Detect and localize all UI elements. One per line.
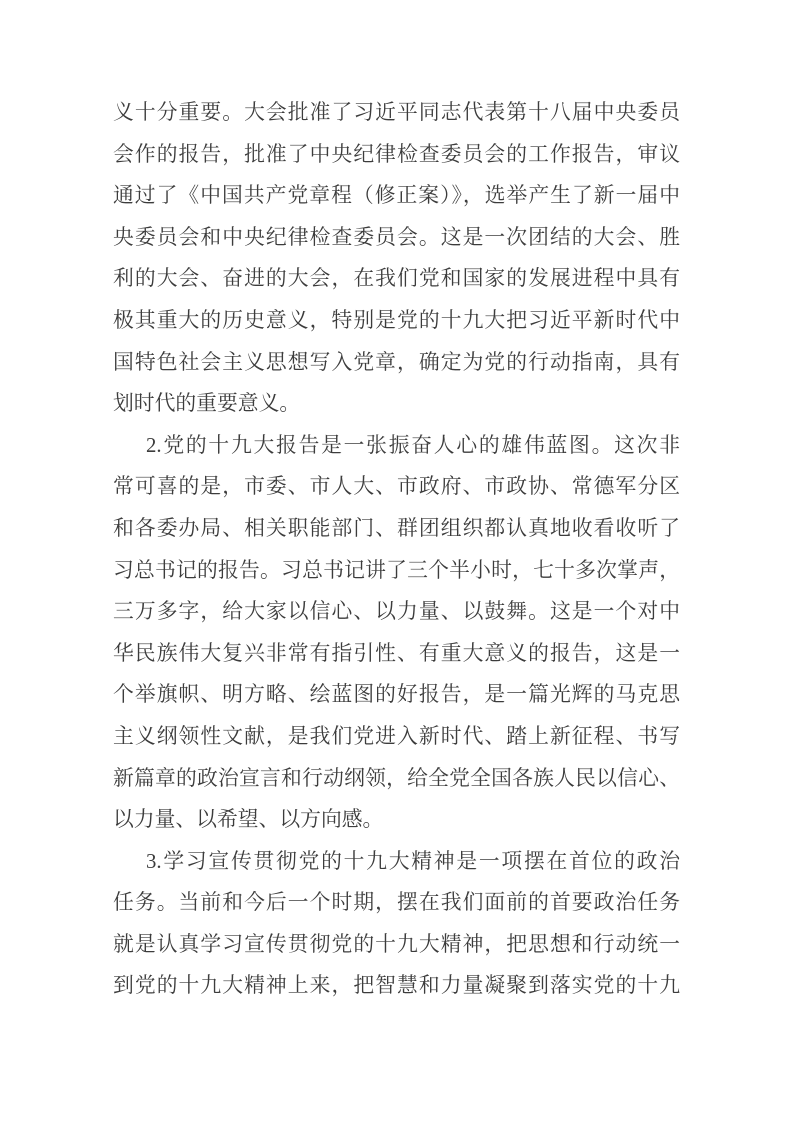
text-line: 三万多字，给大家以信心、以力量、以鼓舞。这是一个对中 (113, 600, 680, 624)
text-line: 习总书记的报告。习总书记讲了三个半小时，七十多次掌声， (113, 558, 680, 582)
text-line: 华民族伟大复兴非常有指引性、有重大意义的报告，这是一 (113, 641, 680, 665)
text-line: 和各委办局、相关职能部门、群团组织都认真地收看收听了 (113, 516, 680, 540)
text-line: 央委员会和中央纪律检查委员会。这是一次团结的大会、胜 (113, 225, 680, 249)
text-line: 常可喜的是，市委、市人大、市政府、市政协、常德军分区 (113, 475, 680, 499)
text-line: 通过了《中国共产党章程（修正案）》，选举产生了新一届中 (113, 184, 680, 208)
text-line: 义十分重要。大会批准了习近平同志代表第十八届中央委员 (113, 101, 680, 124)
text-line: 到党的十九大精神上来，把智慧和力量凝聚到落实党的十九 (113, 974, 680, 998)
text-line: 就是认真学习宣传贯彻党的十九大精神，把思想和行动统一 (113, 932, 680, 956)
text-line-paragraph-start: 2.党的十九大报告是一张振奋人心的雄伟蓝图。这次非 (146, 433, 680, 457)
text-line: 个举旗帜、明方略、绘蓝图的好报告，是一篇光辉的马克思 (113, 683, 680, 707)
text-line-paragraph-end: 以力量、以希望、以方向感。 (113, 808, 384, 832)
text-line-paragraph-end: 划时代的重要意义。 (113, 392, 301, 416)
text-block (113, 92, 680, 1007)
text-line: 任务。当前和今后一个时期，摆在我们面前的首要政治任务 (113, 891, 680, 915)
text-line-paragraph-start: 3.学习宣传贯彻党的十九大精神是一项摆在首位的政治 (146, 849, 680, 873)
text-line: 利的大会、奋进的大会，在我们党和国家的发展进程中具有 (113, 267, 680, 291)
text-line: 极其重大的历史意义，特别是党的十九大把习近平新时代中 (113, 308, 680, 332)
text-line: 会作的报告，批准了中央纪律检查委员会的工作报告，审议 (113, 142, 680, 166)
text-line: 国特色社会主义思想写入党章，确定为党的行动指南，具有 (113, 350, 680, 374)
text-line: 新篇章的政治宣言和行动纲领，给全党全国各族人民以信心、 (113, 766, 680, 790)
text-line: 主义纲领性文献，是我们党进入新时代、踏上新征程、书写 (113, 724, 680, 748)
